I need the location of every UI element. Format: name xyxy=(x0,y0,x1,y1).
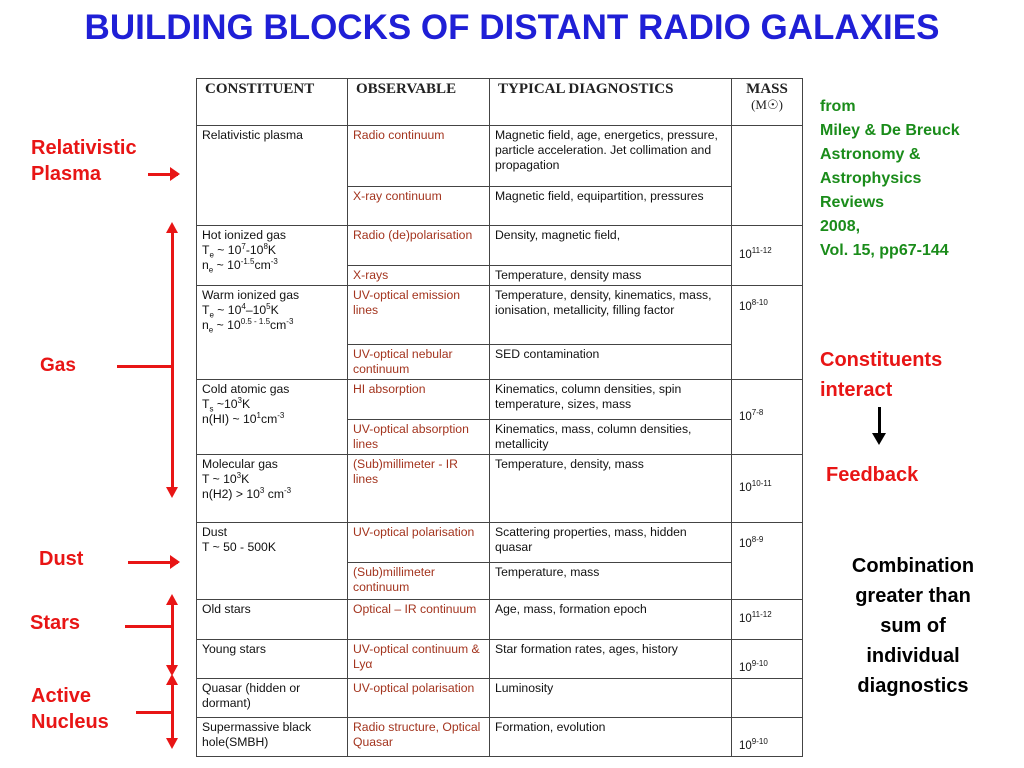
hot-t-label: T xyxy=(202,243,210,257)
cell-mass xyxy=(732,455,803,523)
cell-diagnostic: Temperature, density, mass xyxy=(490,455,732,523)
hot-n-val: ~ 10 xyxy=(213,258,241,272)
table-row xyxy=(197,286,803,345)
mass-base: 10 xyxy=(739,740,752,752)
label-stars: Stars xyxy=(30,612,81,634)
cell-mass xyxy=(732,380,803,455)
cell-observable: HI absorption xyxy=(348,380,490,420)
feedback-label: Feedback xyxy=(826,464,919,486)
cell-diagnostic: SED contamination xyxy=(490,345,732,380)
cell-constituent: Old stars xyxy=(197,600,348,640)
citation-line: Astrophysics xyxy=(820,170,922,187)
cell-diagnostic: Temperature, density mass xyxy=(490,266,732,286)
citation-line: Vol. 15, pp67-144 xyxy=(820,242,949,259)
mass-exp: 11-12 xyxy=(751,610,772,620)
cell-constituent-name: Dust xyxy=(202,525,228,539)
gas-bracket xyxy=(171,232,174,490)
mass-exp: 10-11 xyxy=(751,479,772,489)
table-row xyxy=(197,226,803,266)
cell-diagnostic: Magnetic field, equipartition, pressures xyxy=(490,187,732,226)
constituents-table xyxy=(196,78,803,757)
citation-line: from xyxy=(820,98,856,115)
header-mass-label: MASS xyxy=(746,81,788,97)
cell-observable: (Sub)millimeter continuum xyxy=(348,563,490,600)
cell-mass xyxy=(732,523,803,600)
interact-text: interact xyxy=(820,379,893,401)
table-row xyxy=(197,679,803,718)
cell-constituent: Relativistic plasma xyxy=(197,126,348,226)
mass-exp: 8-10 xyxy=(751,298,768,308)
table-row xyxy=(197,718,803,757)
header-diagnostics: TYPICAL DIAGNOSTICS xyxy=(490,79,732,126)
header-observable: OBSERVABLE xyxy=(348,79,490,126)
cell-constituent-name: Molecular gas xyxy=(202,457,278,471)
mass-base: 10 xyxy=(739,538,752,550)
combo-line: Combination xyxy=(851,555,975,577)
cell-constituent-name: Hot ionized gas xyxy=(202,228,287,242)
citation-line: Miley & De Breuck xyxy=(820,122,960,139)
cell-constituent: Warm ionized gas $T_e$ ~ $10^4-10^5K$ $n_e$ ~ $10^{0.5 - 1.5}cm^{-3}$ xyxy=(197,286,348,380)
cell-constituent: Cold atomic gas $T_s$ $\sim 10^3K$ n(HI) ~ $10^1cm^{-3}$ xyxy=(197,380,348,455)
table-row xyxy=(197,126,803,187)
mass-base: 10 xyxy=(739,482,752,494)
mass-exp: 9-10 xyxy=(751,737,768,747)
mass-exp: 7-8 xyxy=(751,407,764,417)
label-active-nucleus xyxy=(31,683,109,735)
constituents-text: Constituents xyxy=(820,349,943,371)
cell-mass xyxy=(732,226,803,286)
cell-observable: (Sub)millimeter - IR lines xyxy=(348,455,490,523)
mass-base: 10 xyxy=(739,662,752,674)
combo-line: diagnostics xyxy=(857,675,969,697)
dust-temperature: T ~ 50 - 500K xyxy=(202,540,276,554)
cell-constituent-name: Warm ionized gas xyxy=(202,288,300,302)
table-row xyxy=(197,640,803,679)
cell-mass xyxy=(732,126,803,226)
cell-observable: Radio structure, Optical Quasar xyxy=(348,718,490,757)
cell-diagnostic: Scattering properties, mass, hidden quasar xyxy=(490,523,732,563)
combo-line: greater than xyxy=(855,585,971,607)
cell-observable: X-ray continuum xyxy=(348,187,490,226)
label-plasma: Plasma xyxy=(31,163,102,185)
constituents-interact xyxy=(820,345,942,405)
nucleus-arrow-down xyxy=(166,738,178,749)
cell-mass xyxy=(732,286,803,380)
nucleus-arrow-up xyxy=(166,674,178,685)
cell-mass xyxy=(732,640,803,679)
cell-mass xyxy=(732,600,803,640)
label-gas: Gas xyxy=(40,355,76,376)
cell-observable: UV-optical polarisation xyxy=(348,679,490,718)
hot-n-label: n xyxy=(202,258,209,272)
label-active: Active xyxy=(31,685,92,707)
citation-line: Astronomy & xyxy=(820,146,921,163)
stars-connector xyxy=(125,625,172,628)
table-header-row xyxy=(197,79,803,126)
cell-observable: UV-optical absorption lines xyxy=(348,420,490,455)
cell-constituent: Supermassive black hole(SMBH) xyxy=(197,718,348,757)
table-row xyxy=(197,455,803,523)
cell-mass xyxy=(732,679,803,718)
label-relativistic-plasma xyxy=(31,135,137,187)
header-mass xyxy=(732,79,803,126)
cell-constituent: Young stars xyxy=(197,640,348,679)
cell-mass xyxy=(732,718,803,757)
citation-line: Reviews xyxy=(820,194,885,211)
mass-base: 10 xyxy=(739,249,752,261)
cell-observable: X-rays xyxy=(348,266,490,286)
gas-arrow-up xyxy=(166,222,178,233)
combo-line: sum of xyxy=(880,615,946,637)
label-relativistic: Relativistic xyxy=(31,137,137,159)
gas-arrow-down xyxy=(166,487,178,498)
cell-observable: Radio (de)polarisation xyxy=(348,226,490,266)
cell-diagnostic: Star formation rates, ages, history xyxy=(490,640,732,679)
mass-base: 10 xyxy=(739,613,752,625)
cell-diagnostic: Formation, evolution xyxy=(490,718,732,757)
feedback-arrow xyxy=(878,407,881,435)
header-mass-unit: (M☉) xyxy=(751,97,783,112)
header-constituent: CONSTITUENT xyxy=(197,79,348,126)
cell-observable: Radio continuum xyxy=(348,126,490,187)
cell-diagnostic: Kinematics, column densities, spin temperature, sizes, mass xyxy=(490,380,732,420)
cell-diagnostic: Temperature, mass xyxy=(490,563,732,600)
combo-line: individual xyxy=(866,645,960,667)
nucleus-connector xyxy=(136,711,172,714)
mass-base: 10 xyxy=(739,410,752,423)
plasma-arrow xyxy=(148,173,178,176)
gas-connector xyxy=(117,365,172,368)
citation-line: 2008, xyxy=(820,218,861,235)
table-row xyxy=(197,380,803,420)
stars-arrow-up xyxy=(166,594,178,605)
stars-bracket xyxy=(171,604,174,668)
cell-diagnostic: Density, magnetic field, xyxy=(490,226,732,266)
hot-t-val: ~ 10 xyxy=(213,243,242,257)
cell-constituent: Molecular gas T ~ $10^3K$ $n(H2) > 10^3$ $cm^{-3}$ xyxy=(197,455,348,523)
citation xyxy=(820,95,960,263)
cell-observable: Optical – IR continuum xyxy=(348,600,490,640)
cell-diagnostic: Luminosity xyxy=(490,679,732,718)
mass-exp: 9-10 xyxy=(751,659,768,669)
cell-observable: UV-optical emission lines xyxy=(348,286,490,345)
label-dust: Dust xyxy=(39,548,84,570)
slide-title: BUILDING BLOCKS OF DISTANT RADIO GALAXIES xyxy=(84,8,940,47)
cell-observable: UV-optical polarisation xyxy=(348,523,490,563)
combination-note xyxy=(818,551,1008,701)
cell-constituent: Quasar (hidden or dormant) xyxy=(197,679,348,718)
mass-base: 10 xyxy=(739,301,752,313)
cell-observable: UV-optical continuum & Lyα xyxy=(348,640,490,679)
table-row xyxy=(197,600,803,640)
feedback-arrow-head xyxy=(872,433,886,445)
cell-diagnostic: Kinematics, mass, column densities, metallicity xyxy=(490,420,732,455)
cell-constituent xyxy=(197,523,348,600)
nucleus-bracket xyxy=(171,684,174,740)
cell-diagnostic: Age, mass, formation epoch xyxy=(490,600,732,640)
table-row xyxy=(197,523,803,563)
cell-diagnostic: Temperature, density, kinematics, mass, ionisation, metallicity, filling factor xyxy=(490,286,732,345)
cell-diagnostic: Magnetic field, age, energetics, pressure, particle acceleration. Jet collimation and propagation xyxy=(490,126,732,187)
cell-observable: UV-optical nebular continuum xyxy=(348,345,490,380)
label-nucleus: Nucleus xyxy=(31,711,109,733)
mass-exp: 8-9 xyxy=(751,535,764,545)
cell-constituent-name: Cold atomic gas xyxy=(202,382,290,396)
dust-arrow xyxy=(128,561,178,564)
cell-constituent: Hot ionized gas $T_e$ ~ $10^7-10^8K$ $n_e$ ~ $10^{-1.5}cm^{-3}$ xyxy=(197,226,348,286)
mass-exp: 11-12 xyxy=(751,246,772,256)
